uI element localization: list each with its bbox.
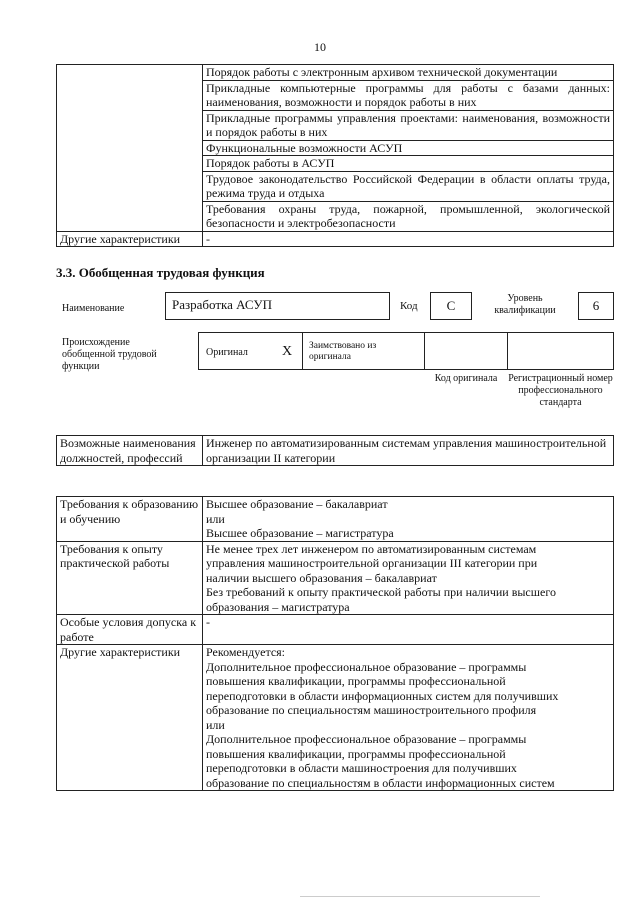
code-value: C xyxy=(430,292,472,320)
knowledge-table xyxy=(56,64,614,247)
experience-line: управления машиностроительной организации III категории при xyxy=(206,556,538,570)
other-characteristics-value: - xyxy=(203,231,614,247)
knowledge-label-cell xyxy=(57,65,203,232)
code-original-box xyxy=(424,332,508,370)
experience-line: образования – магистратура xyxy=(206,599,350,614)
special-conditions-label: Особые условия допуска к работе xyxy=(57,615,203,645)
other-line: образование по специальностям машиностроительного профиля xyxy=(206,703,537,717)
other-characteristics-label: Другие характеристики xyxy=(57,231,203,247)
level-value: 6 xyxy=(578,292,614,320)
other-line: образование по специальностям в области информационных систем xyxy=(206,775,555,790)
knowledge-item: Требования охраны труда, пожарной, промышленной, экологической безопасности и электробезопасности xyxy=(203,201,614,231)
requirements-table xyxy=(56,496,614,791)
reg-number-label: Регистрационный номер профессионального стандарта xyxy=(508,373,613,408)
job-titles-value: Инженер по автоматизированным системам управления машиностроительной организации II категории xyxy=(203,436,614,466)
job-titles-table xyxy=(56,435,614,466)
other-line: повышения квалификации, программы профессиональной xyxy=(206,674,506,688)
knowledge-item: Порядок работы в АСУП xyxy=(203,156,614,172)
other-line: Дополнительное профессиональное образование – программы xyxy=(206,659,527,674)
knowledge-item: Трудовое законодательство Российской Федерации в области оплаты труда, режима труда и отдыха xyxy=(203,171,614,201)
code-original-label: Код оригинала xyxy=(434,373,498,384)
experience-line: Без требований к опыту практической работы при наличии высшего xyxy=(206,585,556,599)
experience-label: Требования к опыту практической работы xyxy=(57,541,203,615)
knowledge-item: Прикладные компьютерные программы для работы с базами данных: наименования, возможности и порядок работы в них xyxy=(203,80,614,110)
other-line: повышения квалификации, программы профессиональной xyxy=(206,746,506,761)
other-line: Рекомендуется: xyxy=(206,645,286,659)
reg-number-box xyxy=(507,332,614,370)
original-label: Оригинал xyxy=(206,347,248,358)
page-number: 10 xyxy=(314,40,326,54)
education-line: или xyxy=(206,511,225,526)
footer-rule xyxy=(300,896,540,897)
education-value xyxy=(203,497,614,542)
other-requirements-label: Другие характеристики xyxy=(57,645,203,791)
experience-value xyxy=(203,541,614,615)
job-titles-label: Возможные наименования должностей, профессий xyxy=(57,436,203,466)
other-line: или xyxy=(206,717,225,732)
code-label: Код xyxy=(400,300,418,312)
knowledge-item: Порядок работы с электронным архивом технической документации xyxy=(203,65,614,81)
other-line: Дополнительное профессиональное образование – программы xyxy=(206,732,527,746)
experience-line: наличии высшего образования – бакалавриат xyxy=(206,570,437,585)
section-title: 3.3. Обобщенная трудовая функция xyxy=(56,265,265,280)
original-mark: X xyxy=(282,344,293,359)
education-line: Высшее образование – магистратура xyxy=(206,526,394,540)
experience-line: Не менее трех лет инженером по автоматизированным системам xyxy=(206,541,537,556)
origin-label: Происхождение обобщенной трудовой функции xyxy=(62,337,157,372)
name-label: Наименование xyxy=(62,303,125,314)
education-line: Высшее образование – бакалавриат xyxy=(206,497,388,511)
other-line: переподготовки в области машиностроения для получивших xyxy=(206,761,517,775)
name-value-box xyxy=(165,292,390,320)
level-label: Уровень квалификации xyxy=(494,293,556,316)
education-label: Требования к образованию и обучению xyxy=(57,497,203,542)
knowledge-item: Прикладные программы управления проектами: наименования, возможности и порядок работы в них xyxy=(203,110,614,140)
other-requirements-value xyxy=(203,645,614,791)
name-value: Разработка АСУП xyxy=(172,297,273,312)
other-line: переподготовки в области информационных систем для получивших xyxy=(206,688,559,703)
borrowed-label: Заимствовано из оригинала xyxy=(309,341,377,362)
knowledge-item: Функциональные возможности АСУП xyxy=(203,140,614,156)
special-conditions-value: - xyxy=(203,615,614,645)
